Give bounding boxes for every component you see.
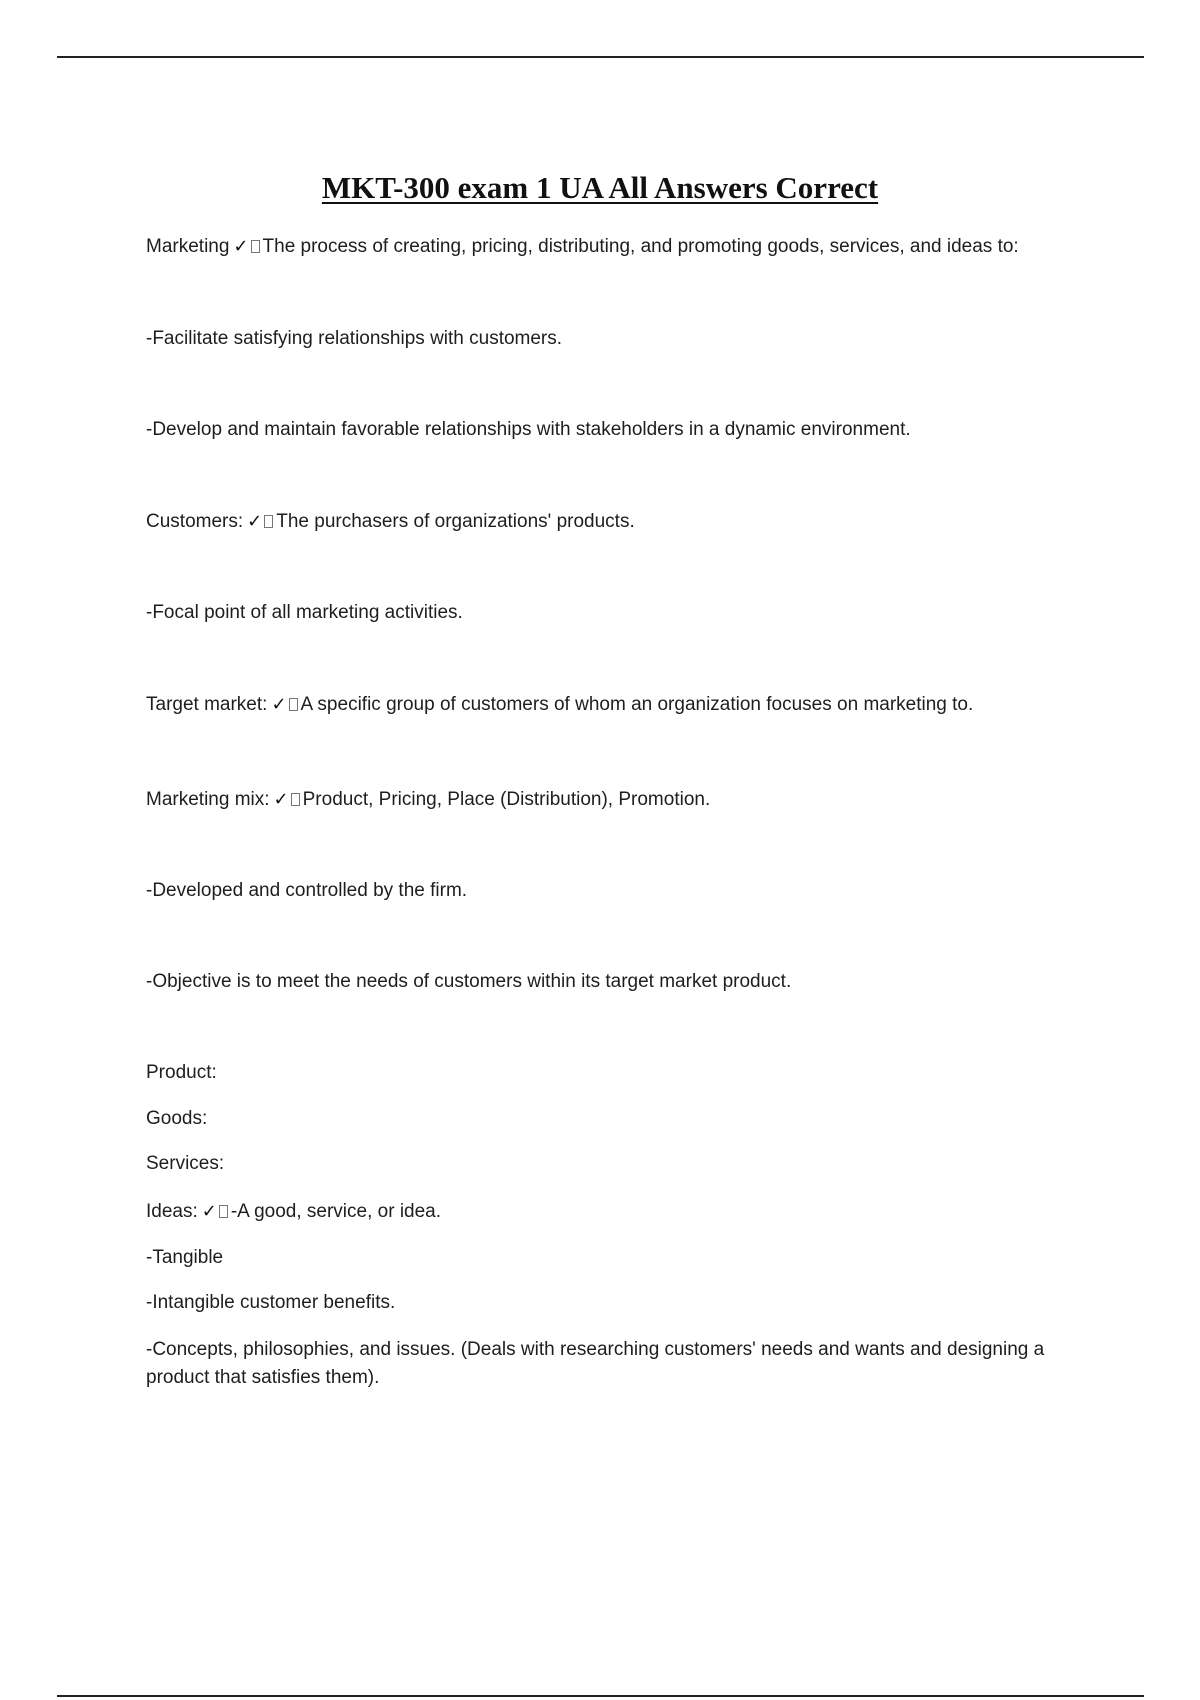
label-services: Services: xyxy=(146,1153,225,1174)
term-customers: Customers: xyxy=(146,511,244,532)
page-title xyxy=(0,168,1200,208)
missing-glyph-icon xyxy=(291,793,300,806)
customers-point-1: -Focal point of all marketing activities. xyxy=(146,602,463,623)
ideas-point-2: -Intangible customer benefits. xyxy=(146,1292,396,1313)
label-product: Product: xyxy=(146,1062,217,1083)
header-rule xyxy=(57,56,1144,58)
check-icon: ✓ xyxy=(271,694,287,715)
missing-glyph-icon xyxy=(219,1205,228,1218)
missing-glyph-icon xyxy=(289,698,298,711)
marketing-point-1: -Facilitate satisfying relationships with customers. xyxy=(146,328,563,349)
term-marketing-mix: Marketing mix: xyxy=(146,789,270,810)
entry-marketing xyxy=(146,233,1106,261)
missing-glyph-icon xyxy=(251,240,260,253)
term-marketing: Marketing xyxy=(146,236,230,257)
entry-target-market xyxy=(146,691,1106,719)
definition-customers: The purchasers of organizations' products. xyxy=(276,511,635,532)
missing-glyph-icon xyxy=(264,515,273,528)
definition-marketing-mix: Product, Pricing, Place (Distribution), Promotion. xyxy=(302,789,711,810)
check-icon: ✓ xyxy=(201,1201,217,1222)
page-title-text: MKT-300 exam 1 UA All Answers Correct xyxy=(321,170,879,205)
check-icon: ✓ xyxy=(247,511,263,532)
check-icon: ✓ xyxy=(273,789,289,810)
check-icon: ✓ xyxy=(233,236,249,257)
marketing-mix-point-1: -Developed and controlled by the firm. xyxy=(146,880,468,901)
term-ideas: Ideas: xyxy=(146,1201,198,1222)
marketing-point-2: -Develop and maintain favorable relationships with stakeholders in a dynamic environment. xyxy=(146,419,911,440)
entry-ideas xyxy=(146,1198,1106,1226)
footer-rule xyxy=(57,1695,1144,1697)
term-target-market: Target market: xyxy=(146,694,268,715)
entry-customers xyxy=(146,508,1106,536)
definition-ideas: -A good, service, or idea. xyxy=(230,1201,442,1222)
label-goods: Goods: xyxy=(146,1108,208,1129)
definition-target-market: A specific group of customers of whom an organization focuses on marketing to. xyxy=(300,694,974,715)
ideas-point-1: -Tangible xyxy=(146,1247,224,1268)
ideas-point-3: -Concepts, philosophies, and issues. (Deals with researching customers' needs and wants and designing a product that satisfies them). xyxy=(146,1339,1045,1388)
entry-marketing-mix xyxy=(146,786,1106,814)
definition-marketing: The process of creating, pricing, distributing, and promoting goods, services, and ideas to: xyxy=(262,236,1019,257)
marketing-mix-point-2: -Objective is to meet the needs of customers within its target market product. xyxy=(146,971,792,992)
